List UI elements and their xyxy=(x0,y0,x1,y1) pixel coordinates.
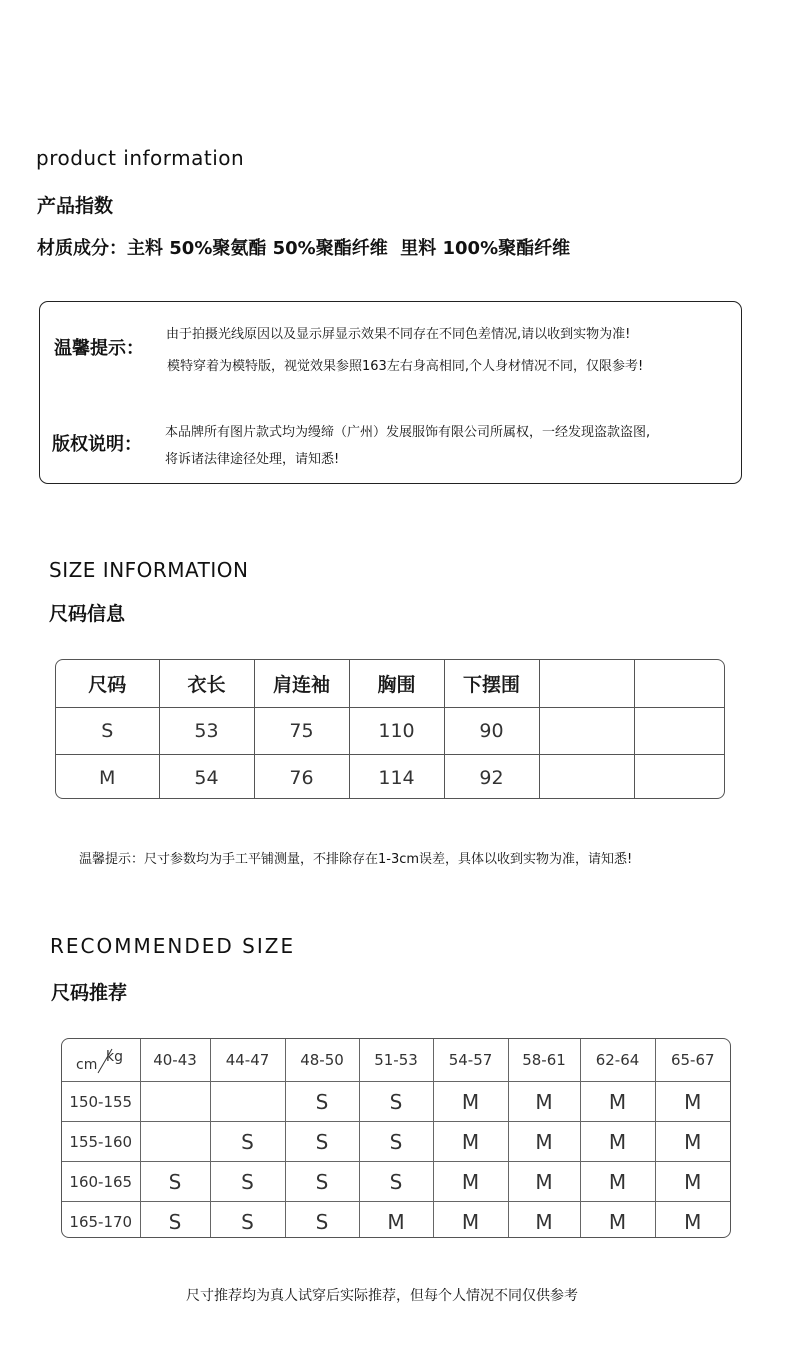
size-cell: M xyxy=(508,1162,580,1202)
size-cell: M xyxy=(580,1202,655,1239)
size-cell: S xyxy=(285,1202,359,1239)
cm-unit-label: cm xyxy=(76,1057,98,1073)
value-cell: 92 xyxy=(444,755,539,800)
size-cell: S xyxy=(359,1122,433,1162)
recommend-footer: 尺寸推荐均为真人试穿后实际推荐，但每个人情况不同仅供参考 xyxy=(186,1288,578,1304)
size-info-cn-title: 尺码信息 xyxy=(49,603,126,625)
height-label: 150-155 xyxy=(62,1082,140,1122)
header-cell: 胸围 xyxy=(349,660,444,708)
table-row xyxy=(56,755,725,800)
size-cell: S xyxy=(140,1162,210,1202)
height-label: 155-160 xyxy=(62,1122,140,1162)
weight-header: 65-67 xyxy=(655,1039,730,1082)
size-table-header xyxy=(56,660,725,708)
size-cell: S xyxy=(56,708,159,755)
weight-header: 58-61 xyxy=(508,1039,580,1082)
header-cell: 肩连袖 xyxy=(254,660,349,708)
recommend-cn-title: 尺码推荐 xyxy=(51,982,128,1004)
size-tip: 温馨提示：尺寸参数均为手工平铺测量，不排除存在1-3cm误差，具体以收到实物为准，请知悉! xyxy=(79,852,633,867)
value-cell xyxy=(539,755,634,800)
size-cell: M xyxy=(655,1082,730,1122)
kg-unit-label: kg xyxy=(106,1049,123,1065)
size-cell: M xyxy=(433,1202,508,1239)
product-info-title: product information xyxy=(36,146,245,170)
warm-tip-line: 由于拍摄光线原因以及显示屏显示效果不同存在不同色差情况,请以收到实物为准! xyxy=(166,327,631,342)
header-cell: 衣长 xyxy=(159,660,254,708)
size-cell: M xyxy=(56,755,159,800)
size-cell: S xyxy=(285,1122,359,1162)
weight-header: 62-64 xyxy=(580,1039,655,1082)
recommend-table xyxy=(61,1038,731,1238)
size-cell: M xyxy=(433,1162,508,1202)
header-cell: 尺码 xyxy=(56,660,159,708)
size-cell: M xyxy=(684,1209,702,1234)
value-cell: 110 xyxy=(349,708,444,755)
weight-header: 51-53 xyxy=(359,1039,433,1082)
size-cell xyxy=(140,1082,210,1122)
size-cell: M xyxy=(580,1082,655,1122)
weight-header: 40-43 xyxy=(140,1039,210,1082)
value-cell: 90 xyxy=(444,708,539,755)
value-cell: 53 xyxy=(159,708,254,755)
notice-box xyxy=(39,301,742,484)
size-cell: S xyxy=(359,1082,433,1122)
recommend-title: RECOMMENDED SIZE xyxy=(50,934,296,958)
corner-diagonal xyxy=(62,1039,140,1081)
size-cell xyxy=(140,1122,210,1162)
product-info-cn-title: 产品指数 xyxy=(37,195,114,217)
size-cell: S xyxy=(285,1082,359,1122)
table-row xyxy=(62,1122,730,1162)
table-row xyxy=(62,1162,730,1202)
size-cell: S xyxy=(285,1162,359,1202)
header-cell xyxy=(539,660,634,708)
table-row xyxy=(62,1082,730,1122)
size-cell: M xyxy=(508,1122,580,1162)
header-cell: 下摆围 xyxy=(444,660,539,708)
copyright-label: 版权说明： xyxy=(52,434,142,455)
copyright-line: 本品牌所有图片款式均为缦缔（广州）发展服饰有限公司所属权，一经发现盗款盗图, xyxy=(165,425,651,440)
weight-header: 54-57 xyxy=(433,1039,508,1082)
size-cell: S xyxy=(359,1162,433,1202)
size-cell: M xyxy=(359,1202,433,1239)
size-info-title: SIZE INFORMATION xyxy=(49,558,249,582)
size-cell: M xyxy=(433,1122,508,1162)
table-row xyxy=(62,1202,730,1239)
size-cell: M xyxy=(508,1202,580,1239)
header-cell xyxy=(634,660,725,708)
copyright-line: 将诉诸法律途径处理，请知悉! xyxy=(165,452,340,467)
size-cell: S xyxy=(140,1202,210,1239)
size-cell: S xyxy=(210,1162,285,1202)
corner-cell xyxy=(62,1039,140,1082)
size-cell: S xyxy=(210,1122,285,1162)
height-label: 160-165 xyxy=(62,1162,140,1202)
value-cell: 114 xyxy=(349,755,444,800)
size-cell: M xyxy=(508,1082,580,1122)
value-cell: 75 xyxy=(254,708,349,755)
size-cell: M xyxy=(433,1082,508,1122)
table-row xyxy=(56,708,725,755)
value-cell: 54 xyxy=(159,755,254,800)
recommend-header xyxy=(62,1039,730,1082)
material-composition: 材质成分：主料 50%聚氨酯 50%聚酯纤维 里料 100%聚酯纤维 xyxy=(37,238,571,259)
value-cell xyxy=(634,708,725,755)
size-cell: S xyxy=(210,1202,285,1239)
warm-tip-line: 模特穿着为模特版，视觉效果参照163左右身高相同,个人身材情况不同，仅限参考! xyxy=(167,359,644,374)
size-cell xyxy=(210,1082,285,1122)
size-cell: M xyxy=(655,1122,730,1162)
height-label: 165-170 xyxy=(62,1202,140,1239)
weight-header: 48-50 xyxy=(285,1039,359,1082)
value-cell: 76 xyxy=(254,755,349,800)
value-cell xyxy=(634,755,725,800)
size-table xyxy=(55,659,725,799)
size-cell: M xyxy=(580,1122,655,1162)
warm-tip-label: 温馨提示： xyxy=(54,338,144,359)
weight-header: 44-47 xyxy=(210,1039,285,1082)
size-cell: M xyxy=(655,1162,730,1202)
size-cell: M xyxy=(580,1162,655,1202)
value-cell xyxy=(539,708,634,755)
